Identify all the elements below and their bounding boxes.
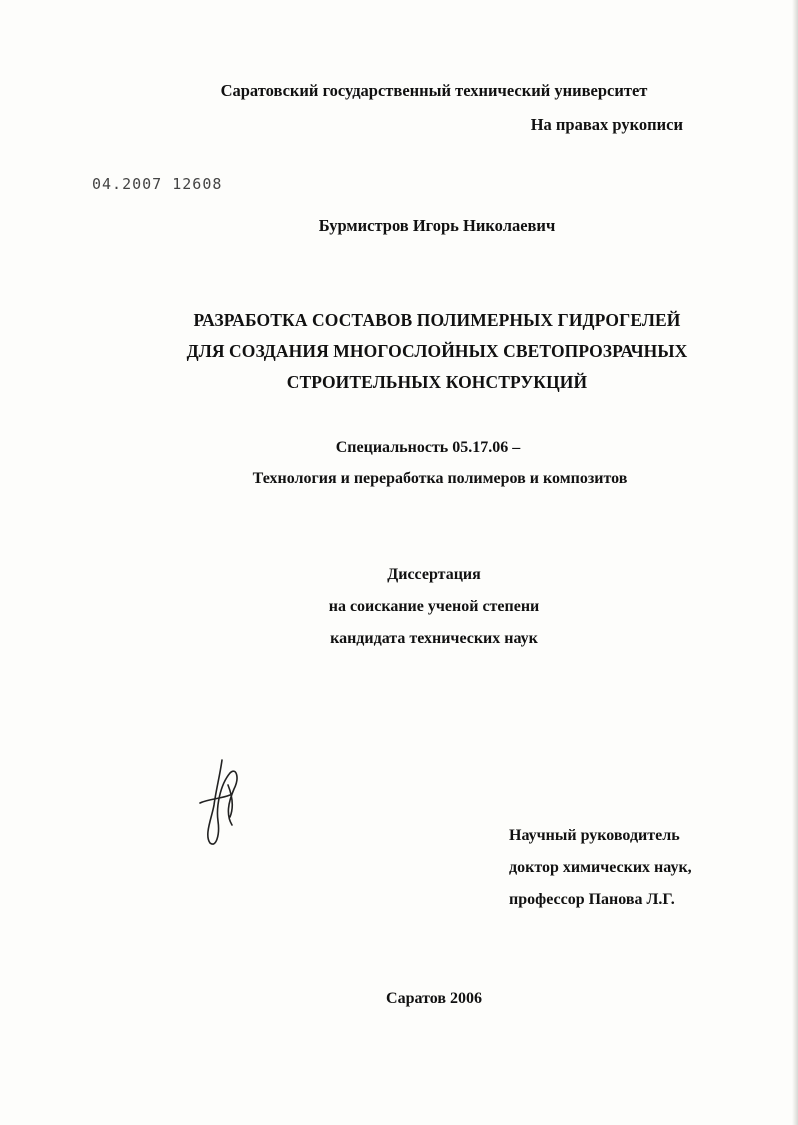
registration-stamp: 04.2007 12608 (92, 175, 223, 193)
specialty-code: Специальность 05.17.06 – (335, 439, 521, 456)
city-year: Саратов 2006 (386, 990, 482, 1007)
title-line-1: РАЗРАБОТКА СОСТАВОВ ПОЛИМЕРНЫХ ГИДРОГЕЛЕЙ (193, 310, 681, 330)
title-line-3: СТРОИТЕЛЬНЫХ КОНСТРУКЦИЙ (286, 372, 588, 392)
manuscript-note: На правах рукописи (530, 115, 683, 134)
supervisor-name: профессор Панова Л.Г. (509, 891, 675, 908)
signature-icon (190, 755, 250, 850)
supervisor-degree: доктор химических наук, (509, 859, 692, 876)
supervisor-role: Научный руководитель (509, 827, 680, 844)
specialty-name: Технология и переработка полимеров и композитов (252, 470, 628, 487)
dissertation-title (0, 305, 798, 398)
title-line-2: ДЛЯ СОЗДАНИЯ МНОГОСЛОЙНЫХ СВЕТОПРОЗРАЧНЫХ (186, 341, 688, 361)
author-name: Бурмистров Игорь Николаевич (318, 216, 556, 235)
university-name: Саратовский государственный технический университет (220, 81, 648, 100)
degree-name: кандидата технических наук (330, 630, 538, 647)
degree-purpose: на соискание ученой степени (328, 598, 540, 615)
scan-edge-shadow (792, 0, 798, 1125)
dissertation-label: Диссертация (387, 566, 481, 583)
